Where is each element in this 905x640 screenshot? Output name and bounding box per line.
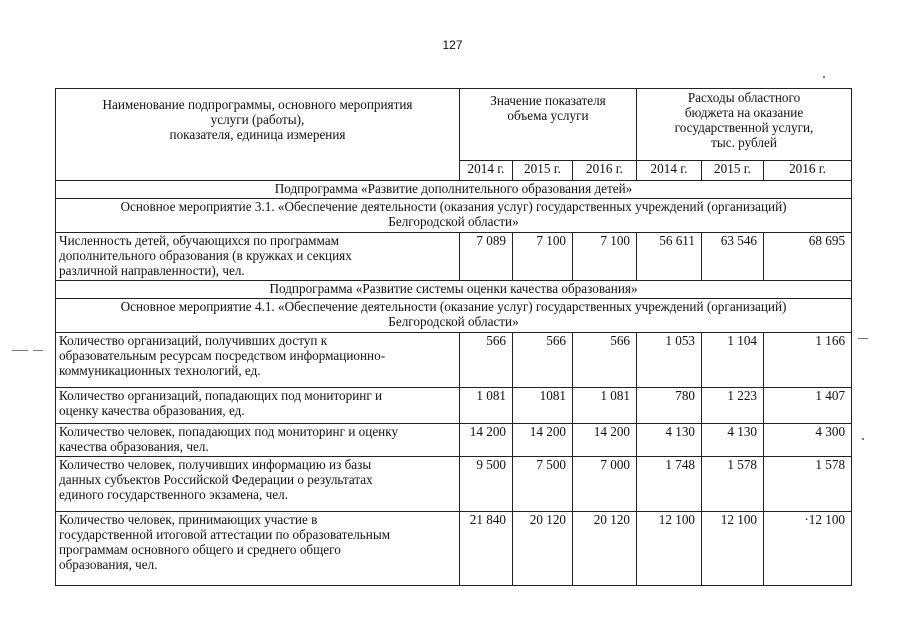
indicator-name-line: дополнительного образования (в кружках и секциях xyxy=(59,248,352,263)
value-cell: 68 695 xyxy=(764,233,852,281)
value-cell: 1 166 xyxy=(764,333,852,388)
value-cell: 21 840 xyxy=(460,512,513,586)
header-name-line: Наименование подпрограммы, основного мероприятия xyxy=(102,97,413,112)
table-row xyxy=(56,457,852,512)
indicator-name-line: Количество человек, принимающих участие в xyxy=(59,512,318,527)
activity-line: Белгородской области» xyxy=(388,214,519,229)
indicator-name-line: Количество человек, попадающих под мониторинг и оценку xyxy=(59,424,399,439)
value-cell: 566 xyxy=(460,333,513,388)
indicator-name-line: единого государственного экзамена, чел. xyxy=(59,487,288,502)
table-row xyxy=(56,512,852,586)
header-budget-line: бюджета на оказание xyxy=(684,105,804,120)
value-cell: 1 223 xyxy=(702,388,764,424)
year-cell: 2014 г. xyxy=(460,161,513,181)
header-row xyxy=(56,89,852,161)
value-cell: 566 xyxy=(513,333,573,388)
indicator-name-line: Количество организаций, попадающих под мониторинг и xyxy=(59,388,383,403)
scan-mark xyxy=(12,350,28,351)
value-cell: 1 104 xyxy=(702,333,764,388)
scan-mark xyxy=(858,338,868,339)
header-budget-line: Расходы областного xyxy=(687,90,801,105)
value-cell: 14 200 xyxy=(460,424,513,457)
value-cell: 9 500 xyxy=(460,457,513,512)
data-table xyxy=(55,88,852,586)
subprogram-row xyxy=(56,181,852,199)
indicator-name-line: различной направленности), чел. xyxy=(59,263,245,278)
activity-title xyxy=(56,199,852,233)
year-cell: 2014 г. xyxy=(637,161,702,181)
header-name-line: показателя, единица измерения xyxy=(169,127,346,142)
value-cell: 12 100 xyxy=(702,512,764,586)
value-cell: 14 200 xyxy=(573,424,637,457)
indicator-name xyxy=(56,233,460,281)
indicator-name-line: образовательным ресурсам посредством информационно- xyxy=(59,348,386,363)
activity-line: Основное мероприятие 4.1. «Обеспечение деятельности (оказание услуг) государственных учреждений (организаций) xyxy=(120,299,787,314)
value-cell: 1 081 xyxy=(573,388,637,424)
value-cell: 7 089 xyxy=(460,233,513,281)
header-name-cell xyxy=(56,89,460,181)
value-cell: 780 xyxy=(637,388,702,424)
value-cell: 20 120 xyxy=(513,512,573,586)
header-budget-line: тыс. рублей xyxy=(711,135,777,150)
year-cell: 2015 г. xyxy=(513,161,573,181)
value-cell: 1 748 xyxy=(637,457,702,512)
scan-mark xyxy=(33,350,43,351)
value-cell: 14 200 xyxy=(513,424,573,457)
value-cell: 20 120 xyxy=(573,512,637,586)
indicator-name xyxy=(56,333,460,388)
indicator-name xyxy=(56,512,460,586)
activity-line: Белгородской области» xyxy=(388,314,519,329)
activity-row xyxy=(56,199,852,233)
activity-line: Основное мероприятие 3.1. «Обеспечение деятельности (оказания услуг) государственных учреждений (организаций) xyxy=(120,199,787,214)
value-cell: ·12 100 xyxy=(764,512,852,586)
subprogram-title: Подпрограмма «Развитие дополнительного образования детей» xyxy=(56,181,852,199)
activity-row xyxy=(56,299,852,333)
value-cell: 12 100 xyxy=(637,512,702,586)
year-cell: 2016 г. xyxy=(764,161,852,181)
indicator-name-line: Количество человек, получивших информацию из базы xyxy=(59,457,372,472)
indicator-name-line: программам основного общего и среднего общего xyxy=(59,542,341,557)
scan-speck xyxy=(823,76,825,78)
value-cell: 7 100 xyxy=(513,233,573,281)
header-budget-line: государственной услуги, xyxy=(674,120,814,135)
table-row xyxy=(56,424,852,457)
header-volume-line: Значение показателя xyxy=(490,93,606,108)
header-volume-line: объема услуги xyxy=(507,108,589,123)
subprogram-row xyxy=(56,281,852,299)
indicator-name xyxy=(56,424,460,457)
header-volume-cell xyxy=(460,89,637,161)
indicator-name-line: Количество организаций, получивших доступ к xyxy=(59,333,328,348)
indicator-name xyxy=(56,388,460,424)
year-cell: 2015 г. xyxy=(702,161,764,181)
value-cell: 4 130 xyxy=(702,424,764,457)
value-cell: 1 081 xyxy=(460,388,513,424)
subprogram-title: Подпрограмма «Развитие системы оценки качества образования» xyxy=(56,281,852,299)
table-row xyxy=(56,333,852,388)
scan-speck xyxy=(862,438,864,440)
indicator-name-line: государственной итоговой аттестации по образовательным xyxy=(59,527,391,542)
indicator-name-line: данных субъектов Российской Федерации о результатах xyxy=(59,472,373,487)
value-cell: 1 578 xyxy=(764,457,852,512)
table-row xyxy=(56,233,852,281)
value-cell: 566 xyxy=(573,333,637,388)
header-budget-cell xyxy=(637,89,852,161)
activity-title xyxy=(56,299,852,333)
value-cell: 1081 xyxy=(513,388,573,424)
value-cell: 1 407 xyxy=(764,388,852,424)
year-cell: 2016 г. xyxy=(573,161,637,181)
indicator-name-line: коммуникационных технологий, ед. xyxy=(59,363,261,378)
indicator-name-line: Численность детей, обучающихся по программам xyxy=(59,233,339,248)
value-cell: 7 100 xyxy=(573,233,637,281)
value-cell: 4 130 xyxy=(637,424,702,457)
value-cell: 7 000 xyxy=(573,457,637,512)
page-number: 127 xyxy=(442,38,463,52)
table-row xyxy=(56,388,852,424)
value-cell: 63 546 xyxy=(702,233,764,281)
header-name-line: услуги (работы), xyxy=(210,112,305,127)
indicator-name-line: оценку качества образования, ед. xyxy=(59,403,245,418)
value-cell: 1 578 xyxy=(702,457,764,512)
value-cell: 7 500 xyxy=(513,457,573,512)
value-cell: 1 053 xyxy=(637,333,702,388)
value-cell: 56 611 xyxy=(637,233,702,281)
indicator-name-line: образования, чел. xyxy=(59,557,158,572)
indicator-name xyxy=(56,457,460,512)
value-cell: 4 300 xyxy=(764,424,852,457)
indicator-name-line: качества образования, чел. xyxy=(59,439,209,454)
